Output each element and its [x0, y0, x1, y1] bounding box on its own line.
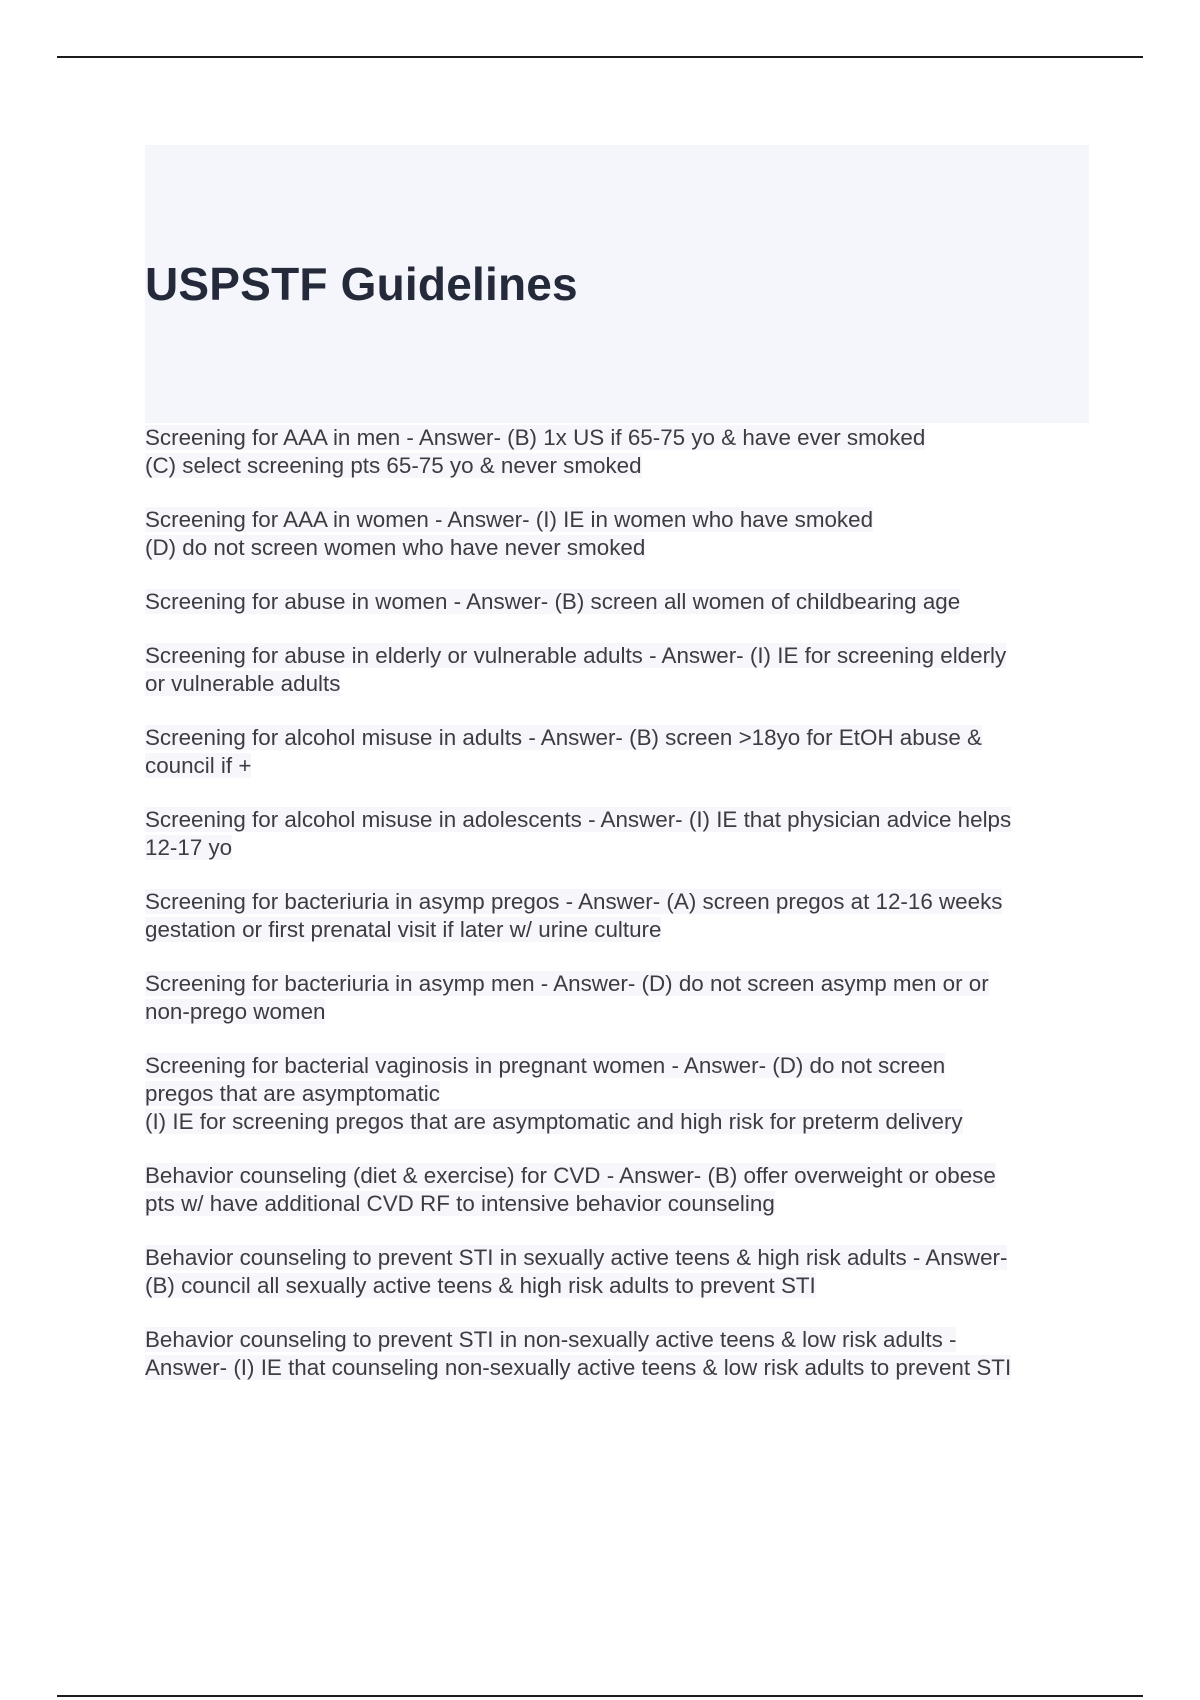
- top-divider: [57, 56, 1143, 58]
- qa-item-text: Screening for AAA in men - Answer- (B) 1x US if 65-75 yo & have ever smoked (C) select screening pts 65-75 yo & never smoked: [145, 425, 926, 478]
- qa-item: [145, 1326, 1100, 1382]
- qa-item-text: Screening for abuse in elderly or vulnerable adults - Answer- (I) IE for screening elderly or vulnerable adults: [145, 643, 1007, 696]
- qa-list: [145, 424, 1100, 1408]
- qa-item-text: Behavior counseling to prevent STI in non-sexually active teens & low risk adults - Answer- (I) IE that counseling non-sexually active teens & low risk adults to prevent STI: [145, 1327, 1012, 1380]
- qa-item: [145, 970, 1100, 1026]
- qa-item: [145, 588, 1100, 616]
- qa-item-text: Screening for bacteriuria in asymp pregos - Answer- (A) screen pregos at 12-16 weeks gestation or first prenatal visit if later w/ urine culture: [145, 889, 1003, 942]
- qa-item: [145, 1052, 1100, 1136]
- qa-item: [145, 506, 1100, 562]
- qa-item-text: Screening for bacterial vaginosis in pregnant women - Answer- (D) do not screen pregos that are asymptomatic (I) IE for screening pregos that are asymptomatic and high risk for preterm delivery: [145, 1053, 963, 1134]
- qa-item-text: Screening for bacteriuria in asymp men - Answer- (D) do not screen asymp men or or non-prego women: [145, 971, 989, 1024]
- qa-item-text: Screening for alcohol misuse in adolescents - Answer- (I) IE that physician advice helps 12-17 yo: [145, 807, 1012, 860]
- qa-item-text: Behavior counseling to prevent STI in sexually active teens & high risk adults - Answer- (B) council all sexually active teens & high risk adults to prevent STI: [145, 1245, 1008, 1298]
- qa-item-text: Screening for abuse in women - Answer- (B) screen all women of childbearing age: [145, 589, 961, 614]
- qa-item-text: Behavior counseling (diet & exercise) for CVD - Answer- (B) offer overweight or obese pts w/ have additional CVD RF to intensive behavior counseling: [145, 1163, 996, 1216]
- qa-item-text: Screening for AAA in women - Answer- (I) IE in women who have smoked (D) do not screen women who have never smoked: [145, 507, 874, 560]
- bottom-divider: [57, 1695, 1143, 1697]
- qa-item: [145, 1244, 1100, 1300]
- qa-item: [145, 642, 1100, 698]
- qa-item: [145, 724, 1100, 780]
- qa-item: [145, 888, 1100, 944]
- qa-item: [145, 806, 1100, 862]
- qa-item: [145, 424, 1100, 480]
- page-title: USPSTF Guidelines: [145, 258, 578, 310]
- qa-item: [145, 1162, 1100, 1218]
- qa-item-text: Screening for alcohol misuse in adults - Answer- (B) screen >18yo for EtOH abuse & council if +: [145, 725, 982, 778]
